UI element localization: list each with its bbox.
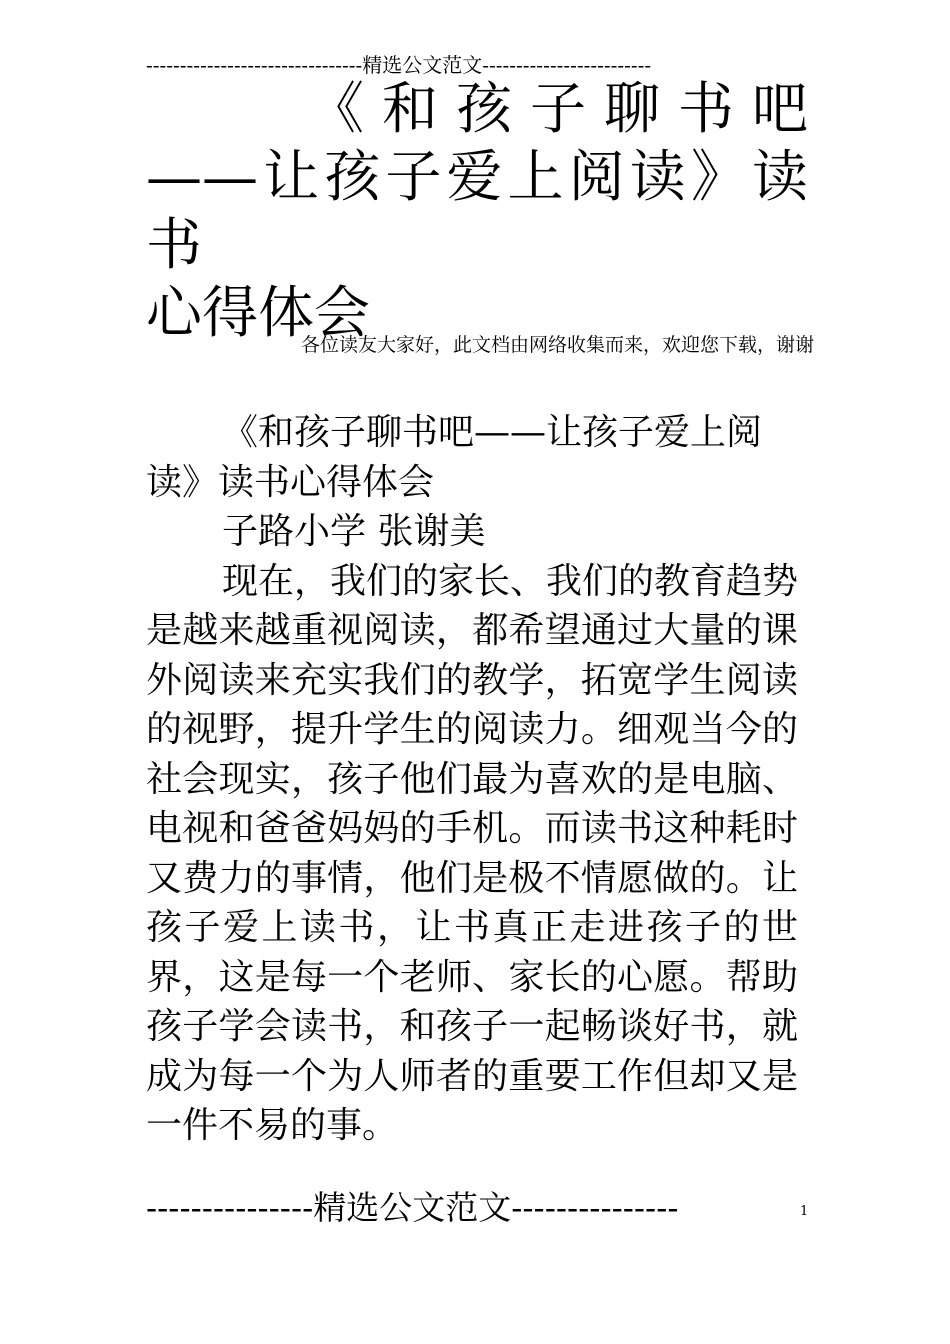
footer-banner: ---------------精选公文范文--------------- (146, 1188, 679, 1227)
document-body (146, 408, 798, 1151)
body-paragraph: 现在，我们的家长、我们的教育趋势是越来越重视阅读，都希望通过大量的课外阅读来充实我们的教学，拓宽学生阅读的视野，提升学生的阅读力。细观当今的社会现实，孩子他们最为喜欢的是电脑、电视和爸爸妈妈的手机。而读书这种耗时又费力的事情，他们是极不情愿做的。让孩子爱上读书，让书真正走进孩子的世界，这是每一个老师、家长的心愿。帮助孩子学会读书，和孩子一起畅谈好书，就成为每一个为人师者的重要工作但却又是一件不易的事。 (146, 560, 799, 1146)
title-line-1: 《和孩子聊书吧 (308, 77, 826, 142)
header-banner: --------------------------------精选公文范文------------------------- (146, 53, 652, 77)
author-line: 子路小学 张谢美 (222, 511, 486, 552)
download-notice: 各位读友大家好，此文档由网络收集而来，欢迎您下载，谢谢 (300, 334, 814, 356)
page-number: 1 (800, 1204, 809, 1219)
title-line-2: ——让孩子爱上阅读》读书 (146, 145, 808, 278)
title-line-3: 心得体会 (146, 281, 370, 346)
document-title (146, 76, 826, 348)
body-heading: 《和孩子聊书吧——让孩子爱上阅读》读书心得体会 (146, 412, 763, 503)
